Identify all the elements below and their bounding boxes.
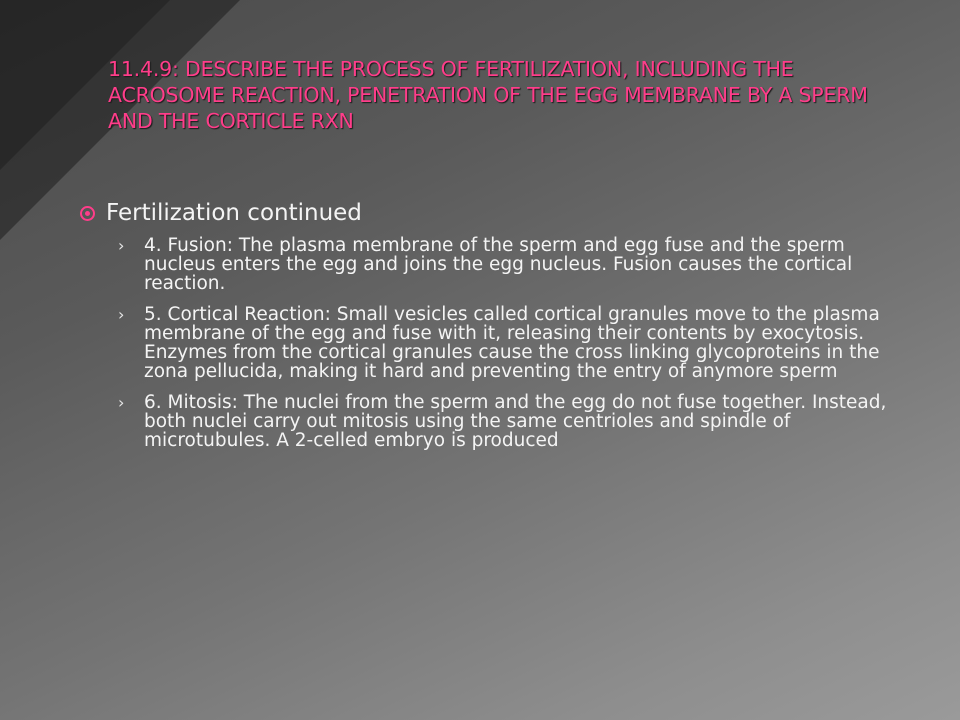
sub-bullet-text: 5. Cortical Reaction: Small vesicles called cortical granules move to the plasma membrane of the egg and fuse with it, releasing their contents by exocytosis. Enzymes from the cortical granules cause the cross linking glycoproteins in the zona pellucida, making it hard and preventing the entry of anymore sperm bbox=[144, 304, 880, 382]
sub-bullet-cortical-reaction bbox=[80, 305, 904, 381]
slide-title: 11.4.9: DESCRIBE THE PROCESS OF FERTILIZATION, INCLUDING THE ACROSOME REACTION, PENETRATION OF THE EGG MEMBRANE BY A SPERM AND THE CORTICLE RXN bbox=[108, 57, 868, 133]
sub-bullet-fusion bbox=[80, 236, 904, 293]
circle-bullet-icon bbox=[80, 206, 95, 221]
sub-bullet-text: 6. Mitosis: The nuclei from the sperm and the egg do not fuse together. Instead, both nuclei carry out mitosis using the same centrioles and spindle of microtubules. A 2-celled embryo is produced bbox=[144, 392, 887, 451]
chevron-right-icon: › bbox=[118, 393, 125, 412]
slide-content bbox=[80, 198, 910, 462]
sub-bullet-text: 4. Fusion: The plasma membrane of the sperm and egg fuse and the sperm nucleus enters the egg and joins the egg nucleus. Fusion causes the cortical reaction. bbox=[144, 235, 853, 294]
bullet-item bbox=[80, 198, 910, 228]
chevron-right-icon: › bbox=[118, 236, 125, 255]
bullet-text: Fertilization continued bbox=[106, 200, 362, 226]
chevron-right-icon: › bbox=[118, 305, 125, 324]
sub-bullet-mitosis bbox=[80, 393, 904, 450]
